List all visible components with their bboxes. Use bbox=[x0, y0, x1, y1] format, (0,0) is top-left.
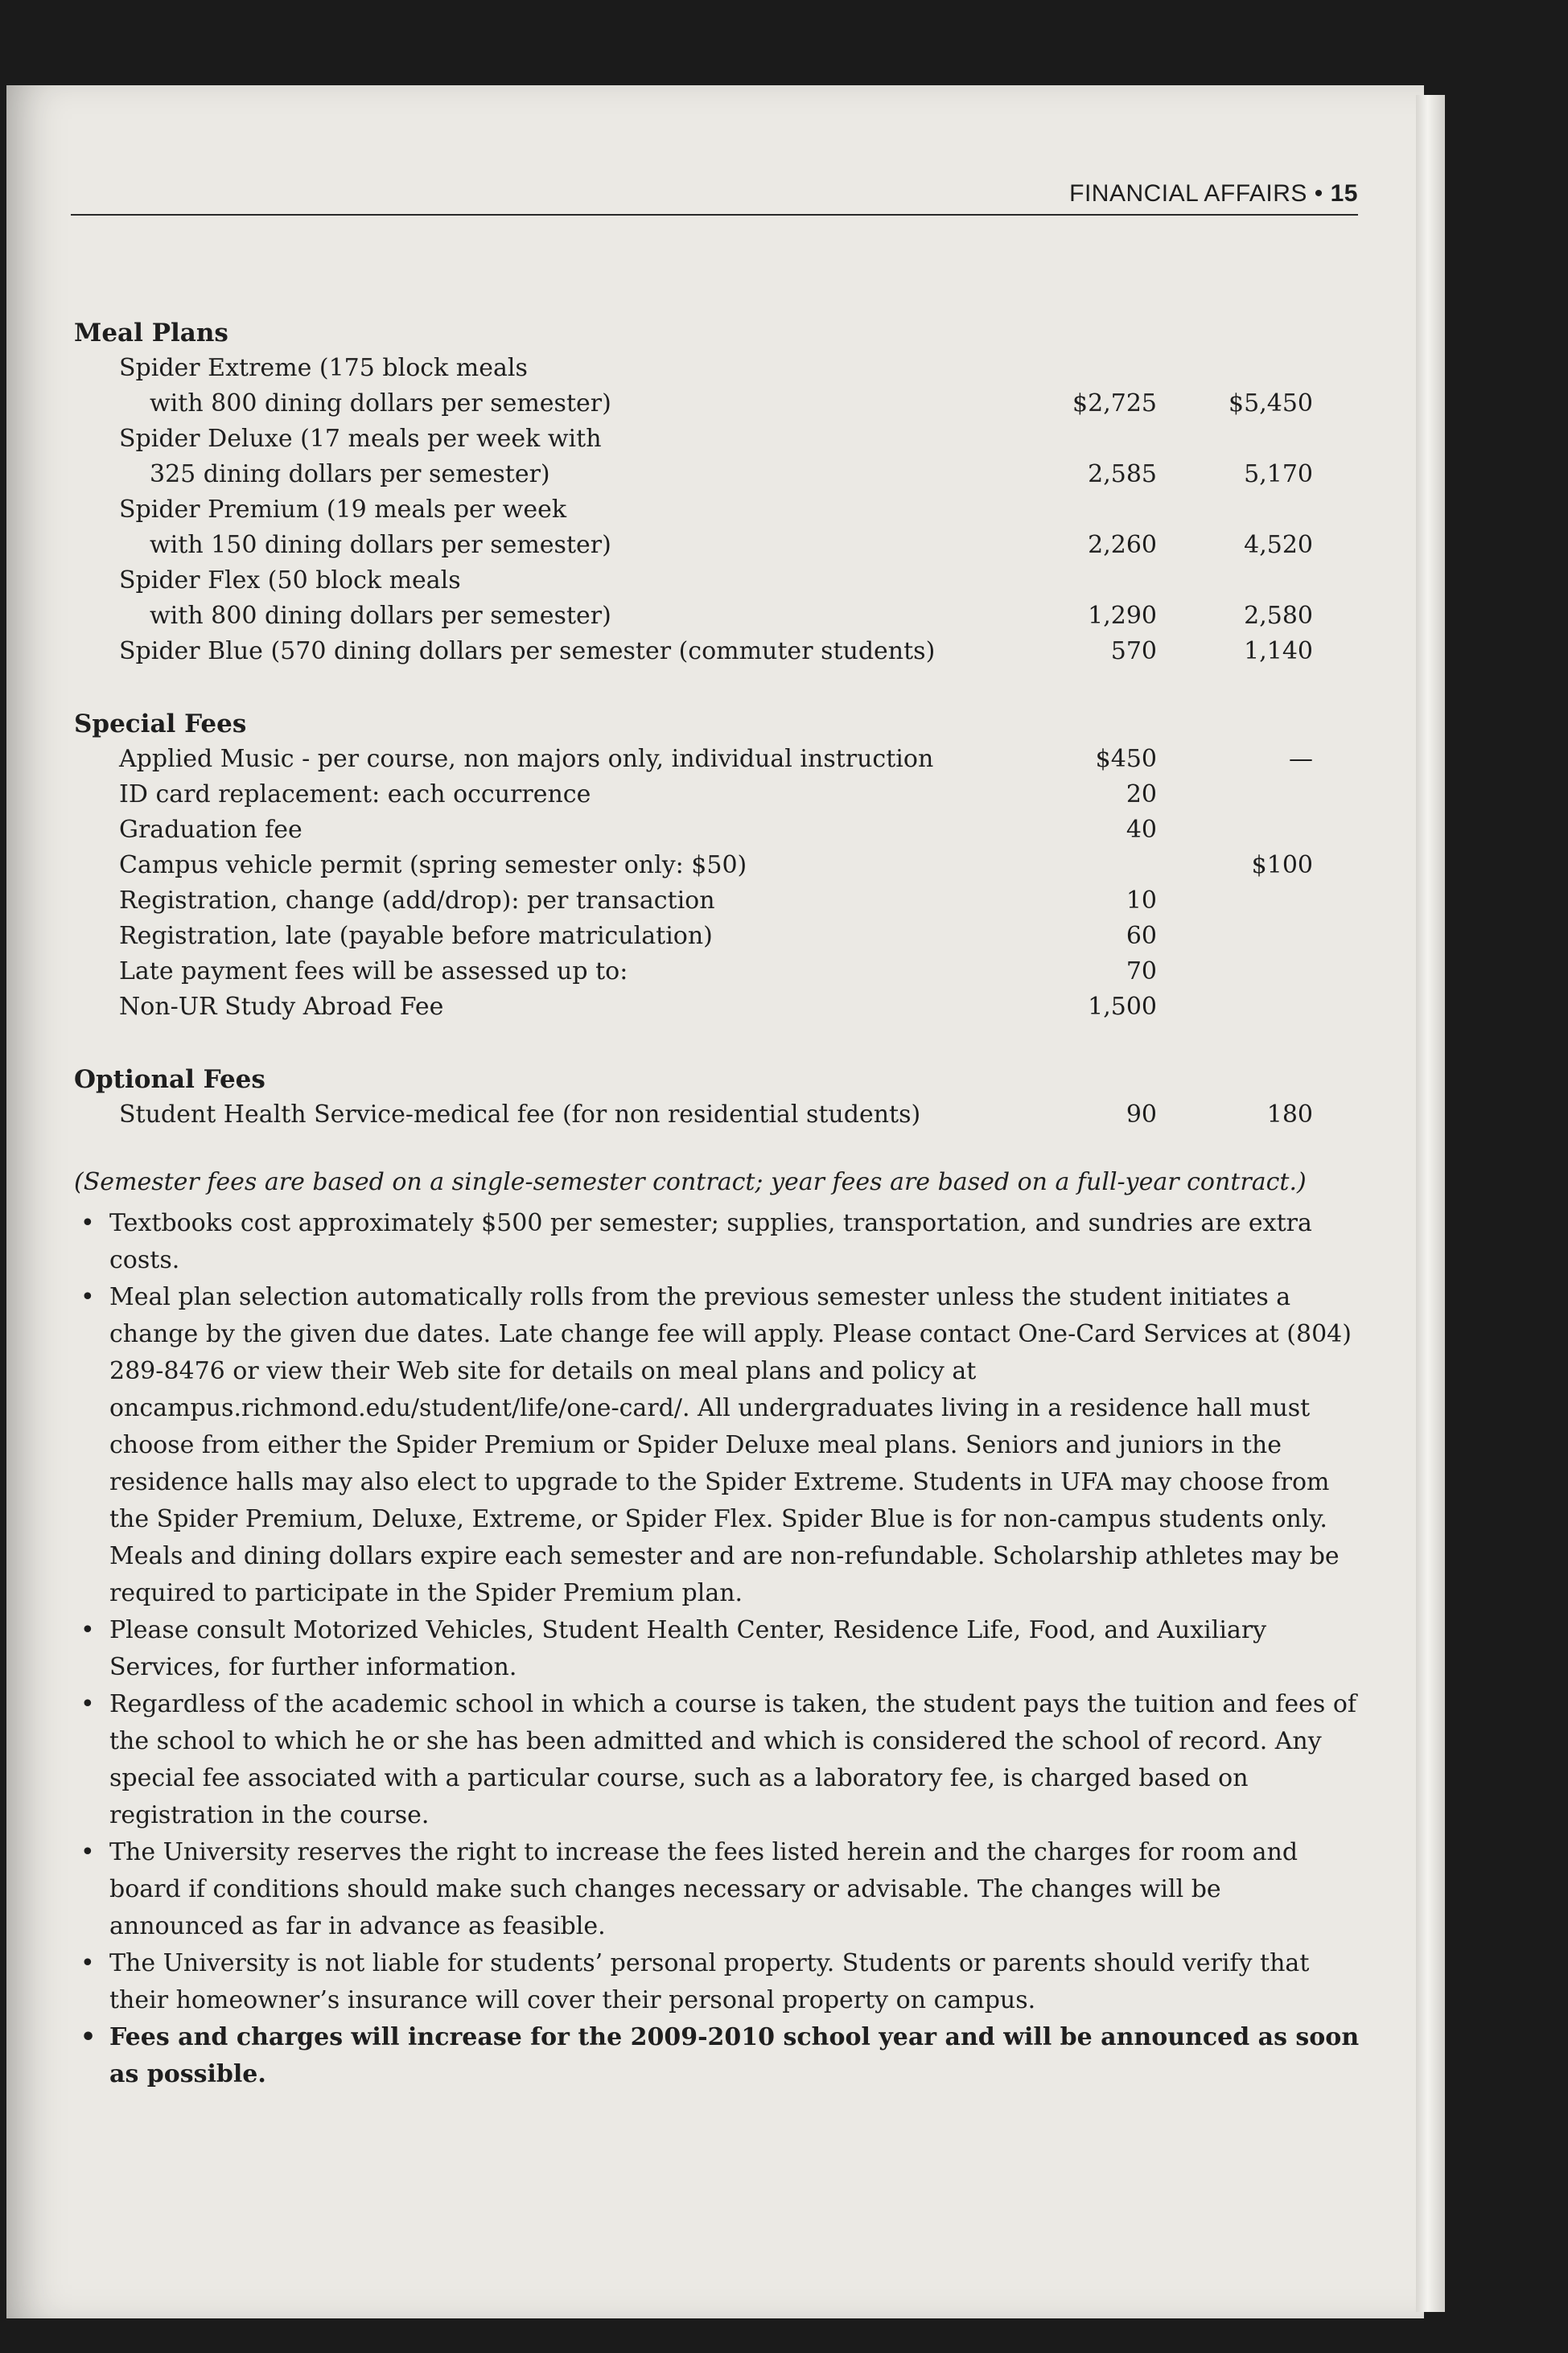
meal-plan-detail: 325 dining dollars per semester) bbox=[150, 460, 550, 488]
header-bullet: • bbox=[1314, 180, 1323, 207]
year-fee: 4,520 bbox=[1244, 531, 1313, 559]
special-fee-row bbox=[74, 777, 1361, 812]
semester-fee: $450 bbox=[1095, 745, 1157, 773]
optional-fee-row bbox=[74, 1097, 1361, 1133]
page-edge bbox=[1416, 95, 1445, 2312]
meal-plan-row-continued bbox=[74, 386, 1361, 422]
semester-fee: 570 bbox=[1110, 637, 1157, 665]
meal-plan-row bbox=[74, 422, 1361, 457]
page-number: 15 bbox=[1330, 180, 1358, 207]
meal-plan-row-continued bbox=[74, 599, 1361, 634]
meal-plan-row-continued bbox=[74, 457, 1361, 492]
meal-plan-row bbox=[74, 492, 1361, 528]
meal-plan-name: Spider Blue (570 dining dollars per semester (commuter students) bbox=[119, 637, 936, 665]
special-fee-row bbox=[74, 812, 1361, 848]
list-item: • The University is not liable for students’ personal property. Students or parents should verify that their homeowner’s insurance will cover their personal property on campus. bbox=[74, 1945, 1361, 2019]
special-fee-row bbox=[74, 742, 1361, 777]
year-fee: $100 bbox=[1251, 851, 1313, 879]
special-fees-table bbox=[74, 742, 1361, 1025]
year-fee: 1,140 bbox=[1244, 637, 1313, 665]
special-fee-row bbox=[74, 919, 1361, 954]
fee-label: Registration, late (payable before matriculation) bbox=[119, 922, 713, 950]
semester-fee: 20 bbox=[1126, 780, 1157, 808]
year-fee: — bbox=[1289, 745, 1313, 773]
meal-plans-section bbox=[74, 315, 1361, 669]
fee-label: Student Health Service-medical fee (for non residential students) bbox=[119, 1100, 921, 1129]
special-fee-row bbox=[74, 883, 1361, 919]
meal-plan-name: Spider Flex (50 block meals bbox=[119, 566, 461, 594]
semester-fee: 1,500 bbox=[1088, 993, 1157, 1021]
semester-fee: 70 bbox=[1126, 957, 1157, 985]
fee-label: Late payment fees will be assessed up to: bbox=[119, 957, 628, 985]
semester-fee: 2,260 bbox=[1088, 531, 1157, 559]
special-fees-section bbox=[74, 706, 1361, 1025]
semester-fee: 2,585 bbox=[1088, 460, 1157, 488]
list-item: • Fees and charges will increase for the 2009-2010 school year and will be announced as soon as possible. bbox=[74, 2019, 1361, 2093]
fee-content bbox=[74, 315, 1361, 2093]
contract-note: (Semester fees are based on a single-semester contract; year fees are based on a full-year contract.) bbox=[74, 1168, 1307, 1196]
fee-label: Applied Music - per course, non majors only, individual instruction bbox=[119, 745, 934, 773]
fee-label: Graduation fee bbox=[119, 816, 302, 844]
fee-label: ID card replacement: each occurrence bbox=[119, 780, 591, 808]
meal-plan-name: Spider Extreme (175 block meals bbox=[119, 354, 528, 382]
fee-label: Registration, change (add/drop): per transaction bbox=[119, 886, 715, 915]
year-fee: $5,450 bbox=[1228, 389, 1313, 418]
meal-plan-name: Spider Premium (19 meals per week bbox=[119, 496, 567, 524]
year-fee: 180 bbox=[1266, 1100, 1313, 1129]
special-fees-title: Special Fees bbox=[74, 710, 247, 738]
list-item: • Regardless of the academic school in which a course is taken, the student pays the tuition and fees of the school to which he or she has been admitted and which is considered the school of record. Any special fee associated with a particular course, such as a laboratory fee, is charged based on registration in the course. bbox=[74, 1686, 1361, 1834]
list-item: • Textbooks cost approximately $500 per semester; supplies, transportation, and sundries are extra costs. bbox=[74, 1205, 1361, 1279]
year-fee: 2,580 bbox=[1244, 602, 1313, 630]
fee-label: Non-UR Study Abroad Fee bbox=[119, 993, 444, 1021]
meal-plan-detail: with 800 dining dollars per semester) bbox=[150, 389, 611, 418]
list-item: • Please consult Motorized Vehicles, Student Health Center, Residence Life, Food, and Auxiliary Services, for further information. bbox=[74, 1612, 1361, 1686]
meal-plan-row bbox=[74, 563, 1361, 599]
header-section-title: FINANCIAL AFFAIRS bbox=[1069, 180, 1307, 207]
fee-label: Campus vehicle permit (spring semester only: $50) bbox=[119, 851, 747, 879]
meal-plan-row bbox=[74, 634, 1361, 669]
year-fee: 5,170 bbox=[1244, 460, 1313, 488]
semester-fee: 10 bbox=[1126, 886, 1157, 915]
semester-fee: 90 bbox=[1126, 1100, 1157, 1129]
fee-notes-list bbox=[74, 1205, 1361, 2093]
meal-plan-name: Spider Deluxe (17 meals per week with bbox=[119, 425, 602, 453]
list-item: • Meal plan selection automatically rolls from the previous semester unless the student initiates a change by the given due dates. Late change fee will apply. Please contact One-Card Services at (804) 289-8476 or view their Web site for details on meal plans and policy at oncampus.richmond.edu/student/life/one-card/. All undergraduates living in a residence hall must choose from either the Spider Premium or Spider Deluxe meal plans. Seniors and juniors in the residence halls may also elect to upgrade to the Spider Extreme. Students in UFA may choose from the Spider Premium, Deluxe, Extreme, or Spider Flex. Spider Blue is for non-campus students only. Meals and dining dollars expire each semester and are non-refundable. Scholarship athletes may be required to participate in the Spider Premium plan. bbox=[74, 1279, 1361, 1612]
list-item: • The University reserves the right to increase the fees listed herein and the charges for room and board if conditions should make such changes necessary or advisable. The changes will be announced as far in advance as feasible. bbox=[74, 1834, 1361, 1945]
meal-plans-title: Meal Plans bbox=[74, 319, 228, 348]
semester-fee: $2,725 bbox=[1072, 389, 1157, 418]
meal-plans-table bbox=[74, 351, 1361, 669]
meal-plan-detail: with 150 dining dollars per semester) bbox=[150, 531, 611, 559]
document-page bbox=[6, 85, 1424, 2318]
meal-plan-detail: with 800 dining dollars per semester) bbox=[150, 602, 611, 630]
meal-plan-row bbox=[74, 351, 1361, 386]
semester-fee: 60 bbox=[1126, 922, 1157, 950]
optional-fees-table bbox=[74, 1097, 1361, 1133]
special-fee-row bbox=[74, 989, 1361, 1025]
optional-fees-section bbox=[74, 1062, 1361, 1133]
semester-fee: 1,290 bbox=[1088, 602, 1157, 630]
special-fee-row bbox=[74, 954, 1361, 989]
semester-fee: 40 bbox=[1126, 816, 1157, 844]
optional-fees-title: Optional Fees bbox=[74, 1065, 265, 1094]
special-fee-row bbox=[74, 848, 1361, 883]
running-header bbox=[71, 174, 1358, 216]
meal-plan-row-continued bbox=[74, 528, 1361, 563]
